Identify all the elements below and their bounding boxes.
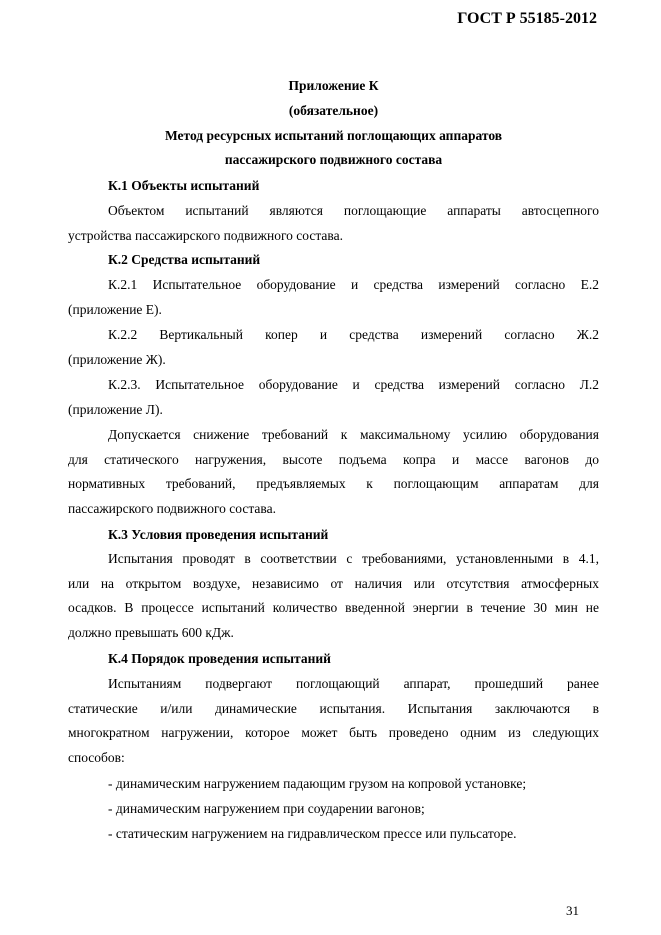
section-k2-paragraph: [68, 423, 599, 521]
section-k1-paragraph: [68, 199, 599, 248]
section-k4-heading: К.4 Порядок проведения испытаний: [108, 651, 331, 666]
list-item: - динамическим нагружением падающим грузом на копровой установке;: [108, 776, 527, 791]
paragraph-line: К.2.2 Вертикальный копер и средства измерений согласно Ж.2: [108, 327, 599, 342]
paragraph-line: статические и/или динамические испытания. Испытания заключаются в: [68, 700, 599, 716]
list-item: - статическим нагружением на гидравлическом прессе или пульсаторе.: [108, 826, 517, 841]
document-code: ГОСТ Р 55185-2012: [457, 10, 597, 27]
section-k2-item-3: [68, 373, 599, 422]
section-k2-item-1: [68, 273, 599, 322]
section-k2-heading: К.2 Средства испытаний: [108, 252, 261, 267]
section-k3-heading: К.3 Условия проведения испытаний: [108, 527, 329, 542]
paragraph-line: нормативных требований, предъявляемых к поглощающим аппаратам для: [68, 476, 599, 492]
paragraph-line: способов:: [68, 749, 125, 765]
paragraph-line: многократном нагружении, которое может быть проведено одним из следующих: [68, 725, 599, 741]
paragraph-line: должно превышать 600 кДж.: [68, 624, 234, 640]
paragraph-line: (приложение Е).: [68, 301, 162, 317]
paragraph-line: или на открытом воздухе, независимо от наличия или отсутствия атмосферных: [68, 575, 599, 591]
paragraph-line: Допускается снижение требований к максимальному усилию оборудования: [108, 427, 599, 442]
section-k4-paragraph: [68, 672, 599, 770]
paragraph-line: устройства пассажирского подвижного состава.: [68, 227, 343, 243]
paragraph-line: Испытаниям подвергают поглощающий аппарат, прошедший ранее: [108, 676, 599, 691]
paragraph-line: для статического нагружения, высоте подъема копра и массе вагонов до: [68, 451, 599, 467]
paragraph-line: К.2.3. Испытательное оборудование и средства измерений согласно Л.2: [108, 377, 599, 392]
annex-title: Приложение К: [288, 78, 379, 93]
paragraph-line: (приложение Ж).: [68, 351, 166, 367]
paragraph-line: (приложение Л).: [68, 401, 163, 417]
page-number: 31: [566, 903, 579, 918]
paragraph-line: К.2.1 Испытательное оборудование и средства измерений согласно Е.2: [108, 277, 599, 292]
paragraph-line: Объектом испытаний являются поглощающие аппараты автосцепного: [108, 203, 599, 218]
section-k3-paragraph: [68, 547, 599, 645]
list-item: - динамическим нагружением при соударении вагонов;: [108, 801, 425, 816]
section-k1-heading: К.1 Объекты испытаний: [108, 178, 260, 193]
paragraph-line: пассажирского подвижного состава.: [68, 500, 276, 516]
annex-subtitle-line2: пассажирского подвижного состава: [224, 152, 443, 167]
annex-status: (обязательное): [288, 103, 379, 118]
annex-subtitle-line1: Метод ресурсных испытаний поглощающих аппаратов: [164, 128, 503, 143]
section-k2-item-2: [68, 323, 599, 372]
paragraph-line: осадков. В процессе испытаний количество введенной энергии в течение 30 мин не: [68, 600, 599, 616]
paragraph-line: Испытания проводят в соответствии с требованиями, установленными в 4.1,: [108, 551, 599, 566]
